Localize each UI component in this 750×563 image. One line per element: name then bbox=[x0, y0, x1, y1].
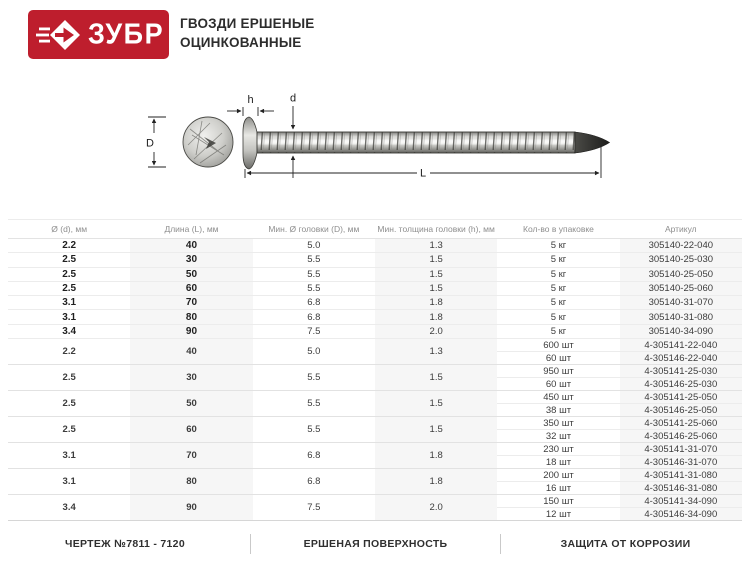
pack-qty-column bbox=[497, 365, 619, 390]
product-title-line2: ОЦИНКОВАННЫЕ bbox=[180, 35, 302, 50]
sku-cell: 4-305146-31-080 bbox=[644, 482, 718, 494]
length-cell: 80 bbox=[130, 469, 252, 494]
head-diameter-cell: 6.8 bbox=[307, 311, 321, 323]
dimension-h bbox=[227, 107, 274, 116]
pack-qty-cell: 5 кг bbox=[550, 283, 567, 295]
head-diameter-cell: 5.5 bbox=[307, 372, 321, 384]
head-diameter-cell: 6.8 bbox=[307, 297, 321, 309]
table-row-group bbox=[8, 365, 742, 391]
length-cell: 50 bbox=[130, 268, 252, 281]
pack-qty-cell: 350 шт bbox=[497, 417, 619, 430]
head-thickness-cell: 1.8 bbox=[375, 310, 497, 323]
product-title bbox=[180, 14, 314, 52]
pack-qty-cell: 5 кг bbox=[550, 254, 567, 266]
length-cell: 90 bbox=[130, 325, 252, 338]
sku-cell: 4-305141-34-090 bbox=[620, 495, 742, 508]
head-thickness-cell: 1.5 bbox=[375, 391, 497, 416]
head-thickness-cell: 2.0 bbox=[375, 495, 497, 520]
diameter-cell: 3.4 bbox=[62, 325, 77, 337]
head-diameter-cell: 5.5 bbox=[307, 268, 321, 280]
table-row bbox=[8, 268, 742, 282]
nail-head-side-view bbox=[243, 117, 258, 169]
diameter-cell: 2.5 bbox=[62, 283, 77, 295]
length-cell: 60 bbox=[130, 417, 252, 442]
pack-qty-cell: 600 шт bbox=[497, 339, 619, 352]
length-cell: 50 bbox=[130, 391, 252, 416]
sku-cell: 305140-25-030 bbox=[620, 253, 742, 266]
pack-qty-cell: 60 шт bbox=[545, 378, 572, 390]
dimension-label-D: D bbox=[146, 137, 154, 150]
diameter-cell: 3.1 bbox=[62, 297, 77, 309]
pack-qty-cell: 60 шт bbox=[545, 352, 572, 364]
pack-qty-column bbox=[497, 495, 619, 520]
sku-cell: 305140-25-060 bbox=[620, 282, 742, 295]
pack-qty-cell: 950 шт bbox=[497, 365, 619, 378]
zubr-arrow-icon bbox=[36, 18, 82, 52]
table-row-group bbox=[8, 469, 742, 495]
footer-note: ЧЕРТЕЖ №7811 - 7120 bbox=[65, 538, 185, 550]
head-thickness-cell: 1.3 bbox=[375, 239, 497, 252]
pack-qty-cell: 18 шт bbox=[545, 456, 572, 468]
head-diameter-cell: 5.5 bbox=[307, 254, 321, 266]
head-diameter-cell: 5.0 bbox=[307, 346, 321, 358]
length-cell: 30 bbox=[130, 253, 252, 266]
head-thickness-cell: 1.5 bbox=[375, 268, 497, 281]
table-row-group bbox=[8, 391, 742, 417]
table-row bbox=[8, 282, 742, 296]
length-cell: 40 bbox=[130, 239, 252, 252]
length-cell: 60 bbox=[130, 282, 252, 295]
head-diameter-cell: 6.8 bbox=[307, 450, 321, 462]
table-row-group bbox=[8, 443, 742, 469]
table-row bbox=[8, 296, 742, 310]
diameter-cell: 2.2 bbox=[62, 240, 77, 252]
head-diameter-cell: 5.5 bbox=[307, 398, 321, 410]
sku-cell: 4-305141-25-030 bbox=[620, 365, 742, 378]
head-thickness-cell: 1.5 bbox=[375, 253, 497, 266]
sku-column bbox=[620, 391, 742, 416]
sku-column bbox=[620, 495, 742, 520]
head-diameter-cell: 7.5 bbox=[307, 325, 321, 337]
head-thickness-cell: 1.8 bbox=[375, 296, 497, 309]
diameter-cell: 3.1 bbox=[62, 476, 76, 488]
head-thickness-cell: 1.5 bbox=[375, 417, 497, 442]
sku-cell: 305140-34-090 bbox=[620, 325, 742, 338]
brand-logo bbox=[28, 10, 169, 59]
head-thickness-cell: 1.5 bbox=[375, 282, 497, 295]
column-header: Артикул bbox=[620, 220, 742, 238]
sku-column bbox=[620, 443, 742, 468]
pack-qty-cell: 450 шт bbox=[497, 391, 619, 404]
sku-cell: 4-305146-31-070 bbox=[644, 456, 718, 468]
sku-cell: 4-305141-31-070 bbox=[620, 443, 742, 456]
sku-cell: 4-305141-25-050 bbox=[620, 391, 742, 404]
pack-qty-column bbox=[497, 443, 619, 468]
pack-qty-column bbox=[497, 391, 619, 416]
pack-qty-column bbox=[497, 417, 619, 442]
table-row-group bbox=[8, 417, 742, 443]
footer-note: ЗАЩИТА ОТ КОРРОЗИИ bbox=[500, 534, 750, 554]
length-cell: 30 bbox=[130, 365, 252, 390]
diameter-cell: 2.2 bbox=[62, 346, 76, 358]
column-header: Кол-во в упаковке bbox=[497, 220, 619, 238]
head-thickness-cell: 1.8 bbox=[375, 443, 497, 468]
pack-qty-cell: 200 шт bbox=[497, 469, 619, 482]
head-diameter-cell: 6.8 bbox=[307, 476, 321, 488]
table-row bbox=[8, 239, 742, 253]
table-row-group bbox=[8, 495, 742, 521]
sku-column bbox=[620, 417, 742, 442]
pack-qty-cell: 5 кг bbox=[550, 325, 567, 337]
sku-column bbox=[620, 469, 742, 494]
product-title-line1: ГВОЗДИ ЕРШЕНЫЕ bbox=[180, 16, 315, 31]
column-header: Ø (d), мм bbox=[8, 220, 130, 238]
diameter-cell: 2.5 bbox=[62, 372, 76, 384]
pack-qty-cell: 5 кг bbox=[550, 240, 567, 252]
spec-table-header-row bbox=[8, 220, 742, 239]
nail-head-top-view bbox=[183, 117, 233, 167]
column-header: Мин. Ø головки (D), мм bbox=[253, 220, 375, 238]
diameter-cell: 2.5 bbox=[62, 268, 77, 280]
sku-cell: 4-305146-34-090 bbox=[644, 508, 718, 520]
table-row bbox=[8, 310, 742, 324]
nail-diagram bbox=[130, 85, 620, 195]
head-thickness-cell: 1.8 bbox=[375, 469, 497, 494]
brand-name: ЗУБР bbox=[88, 18, 165, 50]
table-row-group bbox=[8, 339, 742, 365]
head-diameter-cell: 5.0 bbox=[307, 240, 321, 252]
pack-qty-cell: 5 кг bbox=[550, 297, 567, 309]
length-cell: 90 bbox=[130, 495, 252, 520]
sku-cell: 305140-25-050 bbox=[620, 268, 742, 281]
pack-qty-column bbox=[497, 469, 619, 494]
head-diameter-cell: 5.5 bbox=[307, 283, 321, 295]
head-thickness-cell: 1.5 bbox=[375, 365, 497, 390]
nail-tip bbox=[575, 132, 610, 153]
diameter-cell: 2.5 bbox=[62, 424, 76, 436]
diameter-cell: 3.1 bbox=[62, 450, 76, 462]
pack-qty-cell: 38 шт bbox=[545, 404, 572, 416]
sku-cell: 4-305146-25-060 bbox=[644, 430, 718, 442]
pack-qty-cell: 230 шт bbox=[497, 443, 619, 456]
pack-qty-cell: 5 кг bbox=[550, 268, 567, 280]
diameter-cell: 3.4 bbox=[62, 502, 76, 514]
dimension-label-h: h bbox=[247, 94, 254, 106]
length-cell: 70 bbox=[130, 443, 252, 468]
footer-note: ЕРШЕНАЯ ПОВЕРХНОСТЬ bbox=[250, 534, 500, 554]
pack-qty-cell: 150 шт bbox=[497, 495, 619, 508]
pack-qty-cell: 32 шт bbox=[545, 430, 572, 442]
sku-cell: 305140-22-040 bbox=[620, 239, 742, 252]
pack-qty-cell: 5 кг bbox=[550, 311, 567, 323]
sku-cell: 305140-31-080 bbox=[620, 310, 742, 323]
sku-cell: 4-305141-22-040 bbox=[620, 339, 742, 352]
sku-cell: 4-305146-25-030 bbox=[644, 378, 718, 390]
sku-cell: 4-305146-25-050 bbox=[644, 404, 718, 416]
head-diameter-cell: 7.5 bbox=[307, 502, 321, 514]
sku-cell: 305140-31-070 bbox=[620, 296, 742, 309]
spec-table-body bbox=[8, 239, 742, 521]
head-thickness-cell: 2.0 bbox=[375, 325, 497, 338]
spec-table bbox=[8, 219, 742, 521]
sku-column bbox=[620, 365, 742, 390]
sku-cell: 4-305141-25-060 bbox=[620, 417, 742, 430]
sku-column bbox=[620, 339, 742, 364]
nail-shank bbox=[257, 132, 575, 153]
dimension-label-L: L bbox=[419, 167, 427, 180]
length-cell: 70 bbox=[130, 296, 252, 309]
diameter-cell: 2.5 bbox=[62, 254, 77, 266]
pack-qty-column bbox=[497, 339, 619, 364]
table-row bbox=[8, 325, 742, 339]
head-thickness-cell: 1.3 bbox=[375, 339, 497, 364]
length-cell: 40 bbox=[130, 339, 252, 364]
diameter-cell: 2.5 bbox=[62, 398, 76, 410]
pack-qty-cell: 16 шт bbox=[545, 482, 572, 494]
table-row bbox=[8, 253, 742, 267]
column-header: Длина (L), мм bbox=[130, 220, 252, 238]
pack-qty-cell: 12 шт bbox=[545, 508, 572, 520]
footer bbox=[0, 534, 750, 554]
column-header: Мин. толщина головки (h), мм bbox=[375, 220, 497, 238]
sku-cell: 4-305146-22-040 bbox=[644, 352, 718, 364]
length-cell: 80 bbox=[130, 310, 252, 323]
diameter-cell: 3.1 bbox=[62, 311, 77, 323]
sku-cell: 4-305141-31-080 bbox=[620, 469, 742, 482]
head-diameter-cell: 5.5 bbox=[307, 424, 321, 436]
dimension-label-d: d bbox=[289, 92, 297, 105]
